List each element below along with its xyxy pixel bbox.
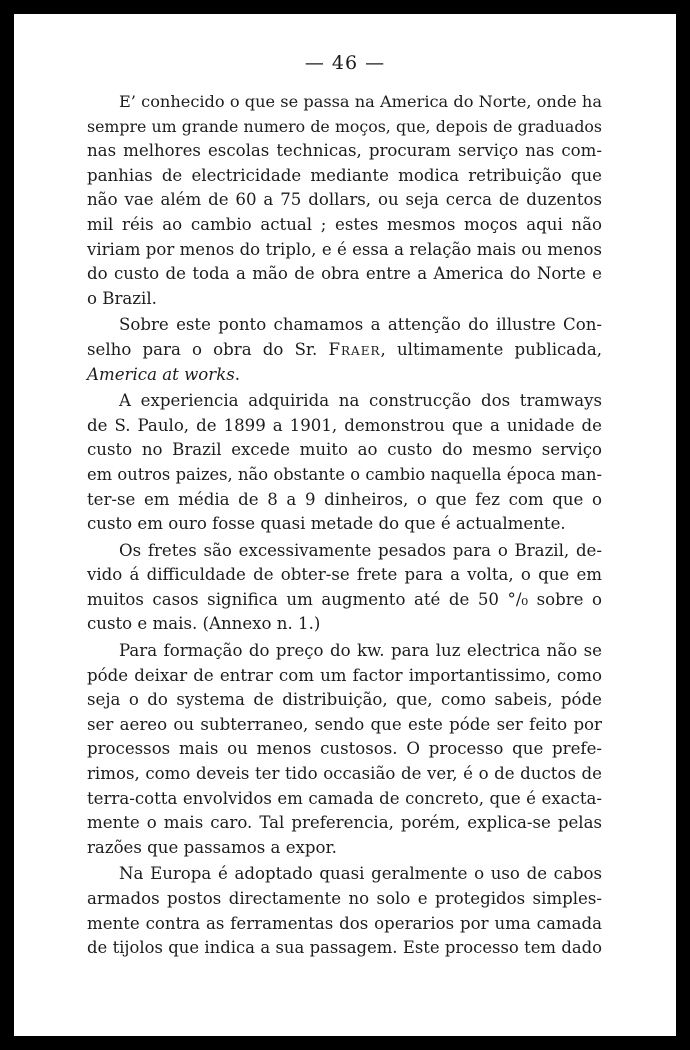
text-segment: , ultimamente publicada, bbox=[380, 339, 602, 359]
paragraph-3 bbox=[87, 389, 602, 537]
text-line: rimos, como deveis ter tido occasião de ver, é o de ductos de bbox=[87, 764, 602, 784]
text-line: mente o mais caro. Tal preferencia, porém, explica-se pelas bbox=[87, 813, 602, 833]
page-number: — 46 — bbox=[304, 52, 386, 74]
text-line: viriam por menos do triplo, e é essa a relação mais ou menos bbox=[87, 239, 602, 259]
text-line: razões que passamos a expor. bbox=[87, 837, 337, 857]
text-segment: selho para o obra do Sr. bbox=[87, 339, 329, 359]
paragraph-6 bbox=[87, 862, 602, 960]
text-line: de S. Paulo, de 1899 a 1901, demonstrou que a unidade de bbox=[87, 415, 602, 435]
text-line: Para formação do preço do kw. para luz electrica não se bbox=[119, 641, 602, 661]
text-line: vido á difficuldade de obter-se frete para a volta, o que em bbox=[87, 565, 602, 585]
text-line: custo em ouro fosse quasi metade do que é actualmente. bbox=[87, 514, 566, 534]
text-line: póde deixar de entrar com um factor importantissimo, como bbox=[87, 665, 602, 685]
text-line: ter-se em média de 8 a 9 dinheiros, o que fez com que o bbox=[87, 489, 602, 509]
text-line: Sobre este ponto chamamos a attenção do illustre Con- bbox=[119, 315, 602, 335]
text-line: seja o do systema de distribuição, que, como sabeis, póde bbox=[87, 690, 602, 710]
book-title: America at works bbox=[87, 364, 235, 384]
text-line: custo no Brazil excede muito ao custo do mesmo serviço bbox=[87, 440, 602, 460]
paragraph-4 bbox=[87, 539, 602, 637]
text-line: muitos casos significa um augmento até de 50 °/₀ sobre o bbox=[87, 589, 602, 609]
text-line: A experiencia adquirida na construcção dos tramways bbox=[119, 391, 602, 411]
text-line: custo e mais. (Annexo n. 1.) bbox=[87, 614, 321, 634]
text-line: mil réis ao cambio actual ; estes mesmos moços aqui não bbox=[87, 214, 602, 234]
text-line: em outros paizes, não obstante o cambio naquella época man- bbox=[87, 464, 602, 484]
text-line: Na Europa é adoptado quasi geralmente o uso de cabos bbox=[119, 864, 602, 884]
text-line: o Brazil. bbox=[87, 288, 157, 308]
text-line bbox=[87, 338, 602, 363]
text-line: não vae além de 60 a 75 dollars, ou seja cerca de duzentos bbox=[87, 190, 602, 210]
paragraph-2 bbox=[87, 313, 602, 387]
text-line: terra-cotta envolvidos em camada de concreto, que é exacta- bbox=[87, 788, 602, 808]
text-line: E’ conhecido o que se passa na America do Norte, onde ha bbox=[119, 92, 602, 111]
text-line: nas melhores escolas technicas, procuram serviço nas com- bbox=[87, 141, 602, 161]
text-line: Os fretes são excessivamente pesados para o Brazil, de- bbox=[119, 540, 602, 560]
text-segment: . bbox=[234, 364, 241, 384]
paragraph-1 bbox=[87, 90, 602, 311]
text-line: do custo de toda a mão de obra entre a America do Norte e bbox=[87, 264, 602, 284]
text-line: de tijolos que indica a sua passagem. Este processo tem dado bbox=[87, 938, 602, 958]
text-line bbox=[87, 363, 602, 388]
body-text bbox=[87, 90, 602, 961]
text-line: sempre um grande numero de moços, que, depois de graduados bbox=[87, 116, 602, 136]
text-line: armados postos directamente no solo e protegidos simples- bbox=[87, 889, 602, 908]
text-line: processos mais ou menos custosos. O processo que prefe- bbox=[87, 739, 602, 759]
text-line: ser aereo ou subterraneo, sendo que este póde ser feito por bbox=[87, 714, 602, 734]
text-line: panhias de electricidade mediante modica retribuição que bbox=[87, 165, 602, 185]
book-page bbox=[14, 14, 676, 1036]
author-name: Fraer bbox=[328, 339, 381, 359]
text-line: mente contra as ferramentas dos operarios por uma camada bbox=[87, 913, 602, 933]
paragraph-5 bbox=[87, 639, 602, 860]
